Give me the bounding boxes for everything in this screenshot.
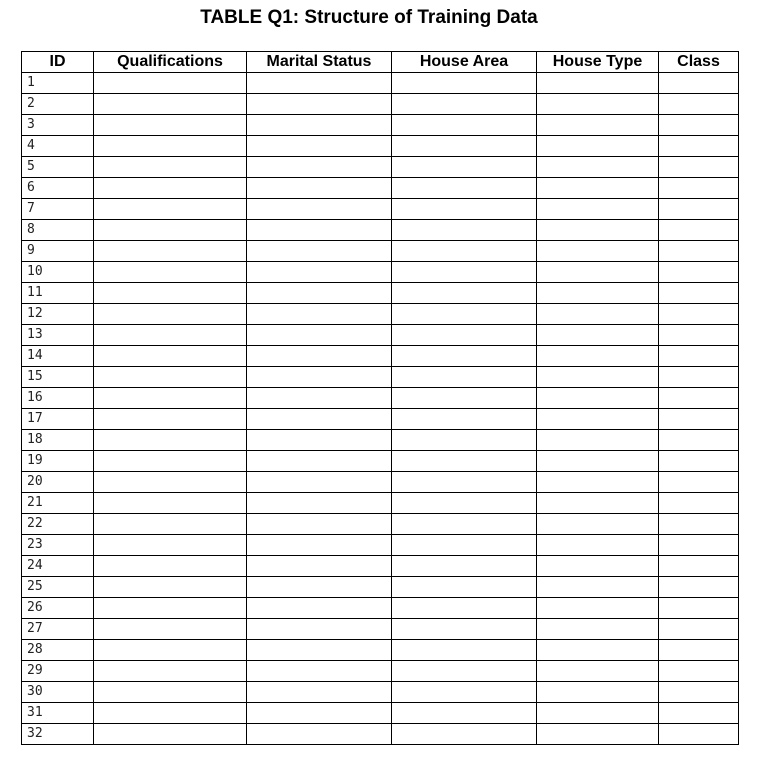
cell-marital-status[interactable] (247, 73, 392, 94)
cell-house-area[interactable] (392, 325, 537, 346)
cell-qualifications[interactable] (94, 493, 247, 514)
cell-qualifications[interactable] (94, 409, 247, 430)
cell-class[interactable] (659, 493, 739, 514)
cell-qualifications[interactable] (94, 304, 247, 325)
cell-house-area[interactable] (392, 199, 537, 220)
cell-house-type[interactable] (537, 136, 659, 157)
cell-house-type[interactable] (537, 619, 659, 640)
cell-qualifications[interactable] (94, 598, 247, 619)
table-row (22, 115, 739, 136)
cell-house-area[interactable] (392, 682, 537, 703)
table-row (22, 199, 739, 220)
table-row (22, 388, 739, 409)
cell-id: 29 (22, 661, 94, 682)
cell-id: 28 (22, 640, 94, 661)
cell-qualifications[interactable] (94, 73, 247, 94)
cell-house-type[interactable] (537, 493, 659, 514)
cell-house-type[interactable] (537, 325, 659, 346)
cell-class[interactable] (659, 199, 739, 220)
cell-id: 17 (22, 409, 94, 430)
table-row (22, 577, 739, 598)
cell-qualifications[interactable] (94, 682, 247, 703)
cell-marital-status[interactable] (247, 640, 392, 661)
cell-house-area[interactable] (392, 514, 537, 535)
cell-class[interactable] (659, 703, 739, 724)
cell-id: 8 (22, 220, 94, 241)
cell-marital-status[interactable] (247, 682, 392, 703)
column-header-qualifications: Qualifications (94, 52, 247, 73)
cell-class[interactable] (659, 220, 739, 241)
cell-id: 9 (22, 241, 94, 262)
cell-house-area[interactable] (392, 346, 537, 367)
cell-class[interactable] (659, 367, 739, 388)
cell-class[interactable] (659, 73, 739, 94)
cell-house-type[interactable] (537, 178, 659, 199)
cell-qualifications[interactable] (94, 661, 247, 682)
table-row (22, 493, 739, 514)
cell-house-area[interactable] (392, 556, 537, 577)
cell-class[interactable] (659, 556, 739, 577)
column-header-house-area: House Area (392, 52, 537, 73)
cell-qualifications[interactable] (94, 157, 247, 178)
cell-id: 26 (22, 598, 94, 619)
cell-marital-status[interactable] (247, 409, 392, 430)
cell-house-type[interactable] (537, 430, 659, 451)
table-row (22, 241, 739, 262)
cell-id: 10 (22, 262, 94, 283)
cell-id: 23 (22, 535, 94, 556)
cell-class[interactable] (659, 661, 739, 682)
cell-house-type[interactable] (537, 703, 659, 724)
table-row (22, 703, 739, 724)
cell-house-area[interactable] (392, 136, 537, 157)
cell-qualifications[interactable] (94, 199, 247, 220)
cell-qualifications[interactable] (94, 115, 247, 136)
cell-house-type[interactable] (537, 388, 659, 409)
cell-class[interactable] (659, 157, 739, 178)
cell-house-type[interactable] (537, 346, 659, 367)
cell-marital-status[interactable] (247, 178, 392, 199)
cell-house-area[interactable] (392, 94, 537, 115)
cell-id: 13 (22, 325, 94, 346)
table-row (22, 514, 739, 535)
cell-house-type[interactable] (537, 556, 659, 577)
table-title: TABLE Q1: Structure of Training Data (200, 7, 538, 28)
table-row (22, 136, 739, 157)
cell-qualifications[interactable] (94, 514, 247, 535)
table-row (22, 178, 739, 199)
cell-qualifications[interactable] (94, 430, 247, 451)
table-row (22, 640, 739, 661)
cell-class[interactable] (659, 94, 739, 115)
cell-class[interactable] (659, 577, 739, 598)
cell-qualifications[interactable] (94, 472, 247, 493)
cell-house-type[interactable] (537, 199, 659, 220)
cell-house-area[interactable] (392, 220, 537, 241)
table-header-row (22, 52, 739, 73)
cell-id: 7 (22, 199, 94, 220)
table-body (22, 73, 739, 745)
cell-house-type[interactable] (537, 157, 659, 178)
cell-id: 18 (22, 430, 94, 451)
cell-marital-status[interactable] (247, 325, 392, 346)
cell-id: 14 (22, 346, 94, 367)
cell-marital-status[interactable] (247, 241, 392, 262)
cell-class[interactable] (659, 178, 739, 199)
cell-id: 1 (22, 73, 94, 94)
cell-id: 5 (22, 157, 94, 178)
cell-id: 19 (22, 451, 94, 472)
table-row (22, 157, 739, 178)
table-row (22, 430, 739, 451)
cell-house-type[interactable] (537, 661, 659, 682)
cell-class[interactable] (659, 472, 739, 493)
cell-qualifications[interactable] (94, 94, 247, 115)
cell-house-type[interactable] (537, 262, 659, 283)
cell-marital-status[interactable] (247, 493, 392, 514)
cell-qualifications[interactable] (94, 640, 247, 661)
cell-id: 21 (22, 493, 94, 514)
cell-class[interactable] (659, 535, 739, 556)
table-row (22, 409, 739, 430)
cell-qualifications[interactable] (94, 535, 247, 556)
cell-class[interactable] (659, 598, 739, 619)
cell-qualifications[interactable] (94, 136, 247, 157)
cell-marital-status[interactable] (247, 388, 392, 409)
cell-marital-status[interactable] (247, 220, 392, 241)
table-row (22, 73, 739, 94)
cell-house-area[interactable] (392, 577, 537, 598)
cell-qualifications[interactable] (94, 283, 247, 304)
cell-class[interactable] (659, 346, 739, 367)
cell-house-type[interactable] (537, 640, 659, 661)
cell-class[interactable] (659, 451, 739, 472)
cell-marital-status[interactable] (247, 430, 392, 451)
cell-qualifications[interactable] (94, 724, 247, 745)
table-row (22, 535, 739, 556)
cell-house-area[interactable] (392, 472, 537, 493)
cell-marital-status[interactable] (247, 199, 392, 220)
cell-id: 16 (22, 388, 94, 409)
cell-house-type[interactable] (537, 577, 659, 598)
cell-marital-status[interactable] (247, 556, 392, 577)
table-row (22, 661, 739, 682)
cell-house-area[interactable] (392, 703, 537, 724)
cell-id: 6 (22, 178, 94, 199)
cell-marital-status[interactable] (247, 661, 392, 682)
cell-house-area[interactable] (392, 640, 537, 661)
cell-id: 24 (22, 556, 94, 577)
cell-id: 30 (22, 682, 94, 703)
table-row (22, 598, 739, 619)
cell-house-area[interactable] (392, 178, 537, 199)
cell-house-type[interactable] (537, 724, 659, 745)
table-row (22, 304, 739, 325)
cell-house-type[interactable] (537, 283, 659, 304)
cell-class[interactable] (659, 325, 739, 346)
cell-marital-status[interactable] (247, 514, 392, 535)
cell-marital-status[interactable] (247, 157, 392, 178)
cell-marital-status[interactable] (247, 367, 392, 388)
cell-marital-status[interactable] (247, 703, 392, 724)
cell-house-area[interactable] (392, 661, 537, 682)
cell-class[interactable] (659, 640, 739, 661)
table-row (22, 94, 739, 115)
cell-house-type[interactable] (537, 94, 659, 115)
column-header-class: Class (659, 52, 739, 73)
cell-house-type[interactable] (537, 682, 659, 703)
column-header-house-type: House Type (537, 52, 659, 73)
cell-qualifications[interactable] (94, 388, 247, 409)
cell-class[interactable] (659, 514, 739, 535)
cell-id: 25 (22, 577, 94, 598)
training-data-table (21, 51, 739, 745)
cell-qualifications[interactable] (94, 367, 247, 388)
cell-qualifications[interactable] (94, 346, 247, 367)
table-row (22, 556, 739, 577)
column-header-marital-status: Marital Status (247, 52, 392, 73)
cell-class[interactable] (659, 682, 739, 703)
cell-house-area[interactable] (392, 724, 537, 745)
cell-house-type[interactable] (537, 514, 659, 535)
cell-class[interactable] (659, 136, 739, 157)
cell-house-area[interactable] (392, 619, 537, 640)
cell-id: 27 (22, 619, 94, 640)
table-row (22, 451, 739, 472)
cell-class[interactable] (659, 304, 739, 325)
cell-marital-status[interactable] (247, 724, 392, 745)
cell-qualifications[interactable] (94, 703, 247, 724)
cell-id: 15 (22, 367, 94, 388)
cell-qualifications[interactable] (94, 220, 247, 241)
cell-marital-status[interactable] (247, 472, 392, 493)
cell-class[interactable] (659, 115, 739, 136)
table-row (22, 472, 739, 493)
cell-qualifications[interactable] (94, 241, 247, 262)
table-row (22, 325, 739, 346)
cell-id: 22 (22, 514, 94, 535)
cell-class[interactable] (659, 241, 739, 262)
table-row (22, 346, 739, 367)
table-row (22, 220, 739, 241)
cell-house-area[interactable] (392, 262, 537, 283)
table-row (22, 367, 739, 388)
cell-class[interactable] (659, 409, 739, 430)
cell-marital-status[interactable] (247, 136, 392, 157)
table-row (22, 619, 739, 640)
cell-class[interactable] (659, 724, 739, 745)
cell-house-type[interactable] (537, 304, 659, 325)
cell-qualifications[interactable] (94, 619, 247, 640)
cell-class[interactable] (659, 283, 739, 304)
cell-qualifications[interactable] (94, 556, 247, 577)
cell-house-type[interactable] (537, 367, 659, 388)
table-row (22, 724, 739, 745)
cell-house-area[interactable] (392, 430, 537, 451)
cell-qualifications[interactable] (94, 325, 247, 346)
cell-marital-status[interactable] (247, 283, 392, 304)
cell-marital-status[interactable] (247, 304, 392, 325)
cell-id: 4 (22, 136, 94, 157)
cell-house-area[interactable] (392, 241, 537, 262)
table-row (22, 682, 739, 703)
cell-id: 3 (22, 115, 94, 136)
cell-house-type[interactable] (537, 535, 659, 556)
cell-house-type[interactable] (537, 472, 659, 493)
cell-house-type[interactable] (537, 73, 659, 94)
cell-id: 20 (22, 472, 94, 493)
cell-house-area[interactable] (392, 157, 537, 178)
cell-marital-status[interactable] (247, 535, 392, 556)
cell-house-area[interactable] (392, 283, 537, 304)
cell-id: 2 (22, 94, 94, 115)
cell-id: 12 (22, 304, 94, 325)
cell-qualifications[interactable] (94, 178, 247, 199)
cell-marital-status[interactable] (247, 94, 392, 115)
cell-qualifications[interactable] (94, 451, 247, 472)
cell-house-area[interactable] (392, 451, 537, 472)
cell-house-area[interactable] (392, 367, 537, 388)
table-row (22, 262, 739, 283)
cell-id: 31 (22, 703, 94, 724)
cell-marital-status[interactable] (247, 598, 392, 619)
cell-house-area[interactable] (392, 493, 537, 514)
column-header-id: ID (22, 52, 94, 73)
table-row (22, 283, 739, 304)
cell-house-area[interactable] (392, 115, 537, 136)
cell-marital-status[interactable] (247, 577, 392, 598)
cell-marital-status[interactable] (247, 346, 392, 367)
cell-class[interactable] (659, 430, 739, 451)
cell-class[interactable] (659, 619, 739, 640)
cell-house-type[interactable] (537, 409, 659, 430)
cell-house-type[interactable] (537, 115, 659, 136)
cell-house-type[interactable] (537, 598, 659, 619)
cell-id: 11 (22, 283, 94, 304)
cell-marital-status[interactable] (247, 262, 392, 283)
cell-marital-status[interactable] (247, 115, 392, 136)
cell-qualifications[interactable] (94, 577, 247, 598)
cell-house-area[interactable] (392, 388, 537, 409)
cell-house-area[interactable] (392, 73, 537, 94)
cell-house-area[interactable] (392, 598, 537, 619)
cell-qualifications[interactable] (94, 262, 247, 283)
cell-marital-status[interactable] (247, 451, 392, 472)
cell-id: 32 (22, 724, 94, 745)
cell-marital-status[interactable] (247, 619, 392, 640)
cell-class[interactable] (659, 262, 739, 283)
cell-house-type[interactable] (537, 241, 659, 262)
cell-house-type[interactable] (537, 220, 659, 241)
cell-house-type[interactable] (537, 451, 659, 472)
cell-house-area[interactable] (392, 304, 537, 325)
cell-house-area[interactable] (392, 409, 537, 430)
cell-class[interactable] (659, 388, 739, 409)
cell-house-area[interactable] (392, 535, 537, 556)
